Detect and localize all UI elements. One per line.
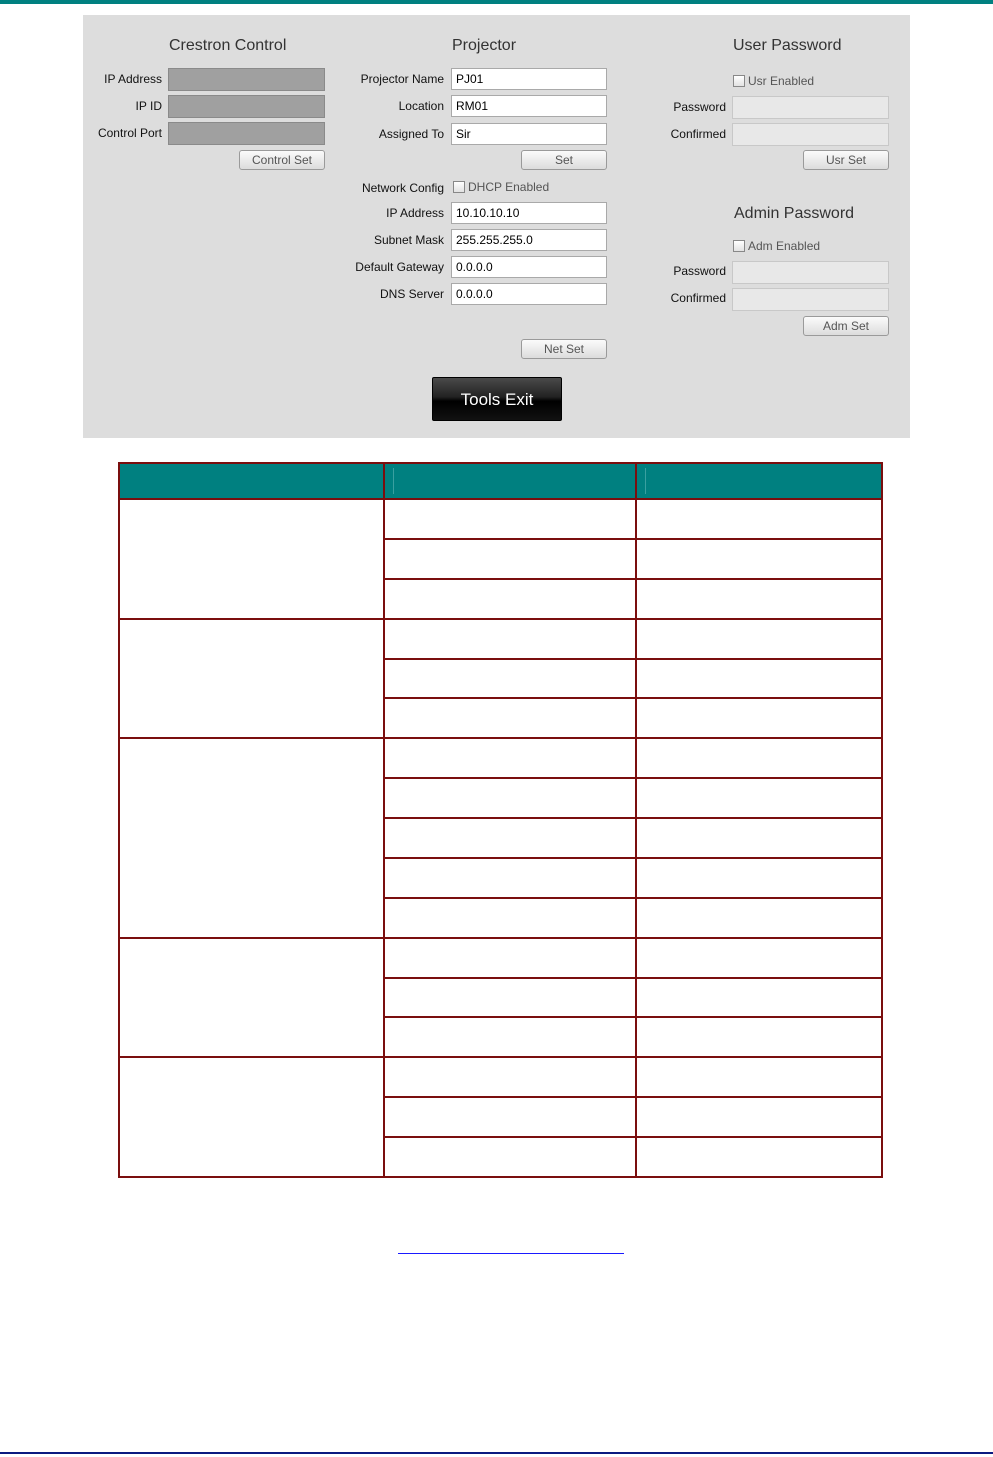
table-cell <box>636 619 882 659</box>
table-row <box>119 619 882 659</box>
adm-set-button[interactable]: Adm Set <box>803 316 889 336</box>
table-cell <box>384 978 636 1018</box>
subnet-mask-label: Subnet Mask <box>373 233 444 247</box>
table-cell <box>636 1017 882 1057</box>
network-config-label: Network Config <box>361 181 444 195</box>
table-cell <box>384 659 636 699</box>
assigned-to-input[interactable] <box>451 123 607 145</box>
crestron-control-port-label: Control Port <box>97 126 162 140</box>
table-cell <box>384 1057 636 1097</box>
dhcp-enabled-option[interactable] <box>453 180 549 194</box>
crestron-tools-panel <box>83 15 910 438</box>
admin-password-title: Admin Password <box>734 205 855 222</box>
table-cell <box>636 898 882 938</box>
location-label: Location <box>398 99 444 113</box>
control-set-button[interactable]: Control Set <box>239 150 325 170</box>
table-cell <box>384 539 636 579</box>
projector-name-input[interactable] <box>451 68 607 90</box>
bottom-rule <box>0 1452 993 1454</box>
table-cell <box>636 1137 882 1177</box>
table-cell <box>384 1097 636 1137</box>
usr-enabled-option[interactable] <box>733 74 814 88</box>
table-cell <box>636 738 882 778</box>
table-cell <box>384 1017 636 1057</box>
user-password-input[interactable] <box>732 96 889 119</box>
ip-address-input[interactable] <box>451 202 607 224</box>
tools-exit-button[interactable]: Tools Exit <box>432 377 562 421</box>
admin-confirmed-input[interactable] <box>732 288 889 311</box>
crestron-ip-id-label: IP ID <box>135 99 162 113</box>
usr-enabled-label: Usr Enabled <box>748 74 815 88</box>
adm-enabled-checkbox[interactable] <box>733 240 745 252</box>
usr-enabled-checkbox[interactable] <box>733 75 745 87</box>
table-cell <box>384 1137 636 1177</box>
table-cell <box>384 698 636 738</box>
table-cell <box>384 619 636 659</box>
admin-password-input[interactable] <box>732 261 889 284</box>
table-group-label-cell <box>119 738 384 937</box>
table-row <box>119 738 882 778</box>
table-group-label-cell <box>119 499 384 619</box>
projector-name-label: Projector Name <box>360 72 444 86</box>
table-cell <box>384 938 636 978</box>
table-group-label-cell <box>119 619 384 739</box>
user-confirmed-input[interactable] <box>732 123 889 146</box>
dns-server-input[interactable] <box>451 283 607 305</box>
table-cell <box>384 818 636 858</box>
dhcp-enabled-label: DHCP Enabled <box>468 180 550 194</box>
user-confirmed-label: Confirmed <box>670 127 726 141</box>
table-cell <box>384 898 636 938</box>
table-header-cell <box>384 463 636 499</box>
crestron-ip-id-input[interactable] <box>168 95 325 118</box>
table-cell <box>384 778 636 818</box>
adm-enabled-option[interactable] <box>733 239 820 253</box>
user-password-title: User Password <box>733 37 842 54</box>
table-row <box>119 499 882 539</box>
top-accent-rule <box>0 0 993 4</box>
table-cell <box>636 499 882 539</box>
table-cell <box>384 579 636 619</box>
table-header-row <box>119 463 882 499</box>
table-header-cell <box>119 463 384 499</box>
dns-server-label: DNS Server <box>379 287 444 301</box>
settings-table <box>118 462 883 1178</box>
usr-set-button[interactable]: Usr Set <box>803 150 889 170</box>
crestron-control-port-input[interactable] <box>168 122 325 145</box>
table-cell <box>384 499 636 539</box>
dhcp-enabled-checkbox[interactable] <box>453 181 465 193</box>
hyperlink-underline[interactable] <box>398 1253 624 1254</box>
table-row <box>119 1057 882 1097</box>
projector-set-button[interactable]: Set <box>521 150 607 170</box>
table-group-label-cell <box>119 938 384 1058</box>
table-cell <box>636 978 882 1018</box>
table-group-label-cell <box>119 1057 384 1177</box>
crestron-ip-address-input[interactable] <box>168 68 325 91</box>
net-set-button[interactable]: Net Set <box>521 339 607 359</box>
table-cell <box>384 738 636 778</box>
subnet-mask-input[interactable] <box>451 229 607 251</box>
default-gateway-input[interactable] <box>451 256 607 278</box>
crestron-ip-address-label: IP Address <box>104 72 162 86</box>
table-cell <box>636 858 882 898</box>
ip-address-label: IP Address <box>386 206 444 220</box>
crestron-control-title: Crestron Control <box>169 37 287 54</box>
table-cell <box>636 579 882 619</box>
adm-enabled-label: Adm Enabled <box>748 239 821 253</box>
admin-confirmed-label: Confirmed <box>670 291 726 305</box>
table-cell <box>636 818 882 858</box>
admin-password-label: Password <box>673 264 726 278</box>
table-cell <box>636 1097 882 1137</box>
assigned-to-label: Assigned To <box>378 127 444 141</box>
table-cell <box>636 659 882 699</box>
table-body <box>119 499 882 1177</box>
table-cell <box>636 539 882 579</box>
projector-title: Projector <box>452 37 517 54</box>
location-input[interactable] <box>451 95 607 117</box>
table-cell <box>636 1057 882 1097</box>
table-row <box>119 938 882 978</box>
user-password-label: Password <box>673 100 726 114</box>
table-cell <box>636 778 882 818</box>
table-cell <box>636 938 882 978</box>
table-header-cell <box>636 463 882 499</box>
default-gateway-label: Default Gateway <box>355 260 444 274</box>
table-cell <box>384 858 636 898</box>
table-cell <box>636 698 882 738</box>
